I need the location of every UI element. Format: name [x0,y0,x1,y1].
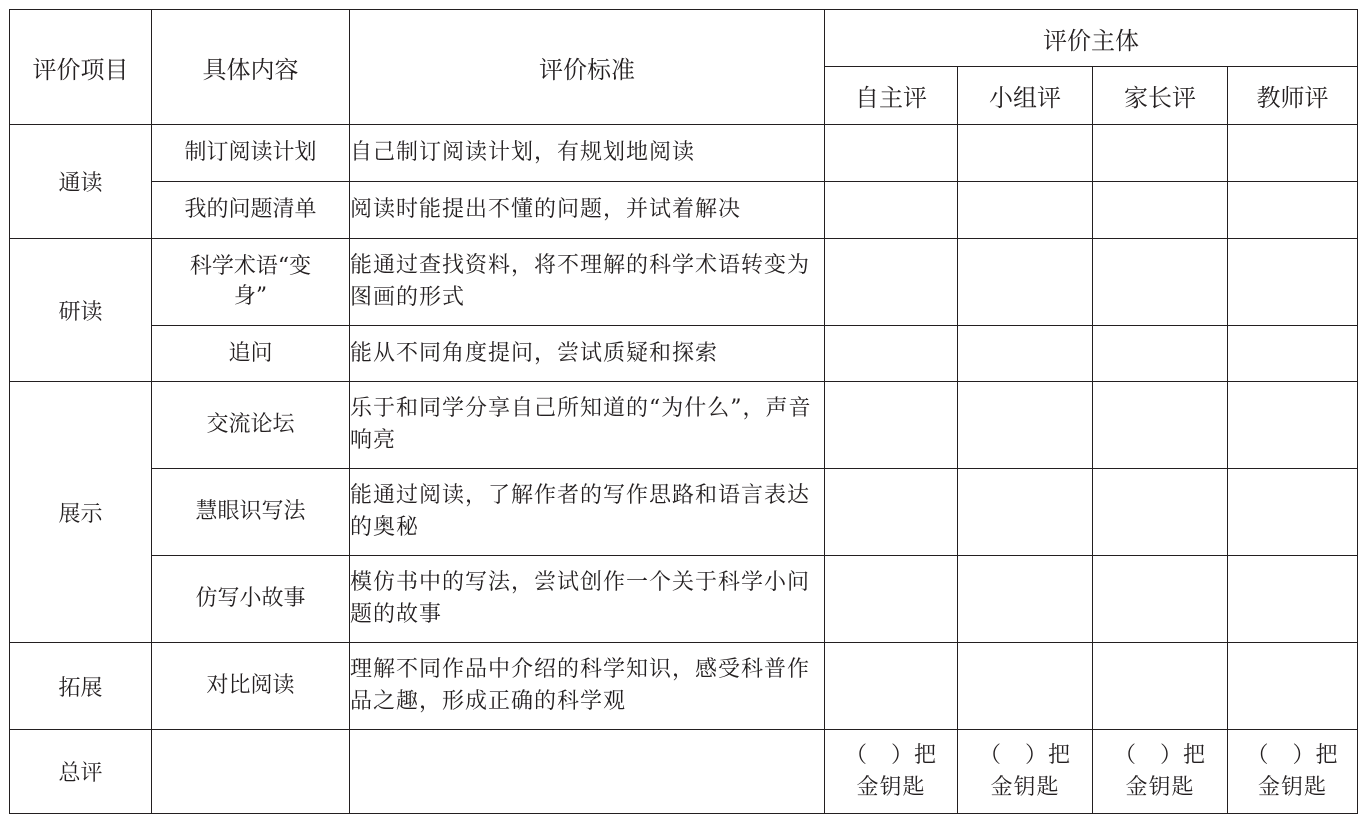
teacher-eval-cell[interactable] [1228,326,1358,382]
criteria-cell: 模仿书中的写法，尝试创作一个关于科学小问题的故事 [350,556,825,643]
group-eval-cell[interactable] [958,643,1093,730]
table-row [10,239,1358,326]
group-eval-cell[interactable] [958,125,1093,182]
content-cell: 慧眼识写法 [152,469,350,556]
teacher-eval-cell[interactable] [1228,382,1358,469]
summary-line2: 金钥匙 [1257,774,1327,800]
parent-eval-cell[interactable] [1093,239,1228,326]
self-eval-cell[interactable] [825,182,958,239]
teacher-eval-cell[interactable] [1228,182,1358,239]
table-row [10,326,1358,382]
group-eval-cell[interactable] [958,382,1093,469]
content-cell: 对比阅读 [152,643,350,730]
parent-eval-cell[interactable] [1093,469,1228,556]
summary-line2: 金钥匙 [1125,774,1195,800]
header-parent-eval: 家长评 [1093,67,1228,125]
content-text: 科学术语“变身” [189,254,312,309]
content-cell: 制订阅读计划 [152,125,350,182]
self-eval-cell[interactable] [825,125,958,182]
summary-row [10,730,1358,814]
content-cell: 仿写小故事 [152,556,350,643]
teacher-eval-cell[interactable] [1228,239,1358,326]
table-row [10,182,1358,239]
table-row [10,382,1358,469]
criteria-cell: 能从不同角度提问，尝试质疑和探索 [350,326,825,382]
group-eval-cell[interactable] [958,469,1093,556]
criteria-cell: 乐于和同学分享自己所知道的“为什么”，声音响亮 [350,382,825,469]
criteria-cell: 阅读时能提出不懂的问题，并试着解决 [350,182,825,239]
table-row [10,469,1358,556]
content-cell: 追问 [152,326,350,382]
criteria-cell: 能通过查找资料，将不理解的科学术语转变为图画的形式 [350,239,825,326]
item-cell: 展示 [10,382,152,643]
header-subject: 评价主体 [825,10,1358,67]
teacher-eval-cell[interactable] [1228,469,1358,556]
item-cell: 通读 [10,125,152,239]
item-cell: 拓展 [10,643,152,730]
teacher-eval-cell[interactable] [1228,643,1358,730]
summary-self-eval[interactable] [825,730,958,814]
self-eval-cell[interactable] [825,326,958,382]
self-eval-cell[interactable] [825,382,958,469]
summary-label: 总评 [10,730,152,814]
summary-line2: 金钥匙 [856,774,926,800]
self-eval-cell[interactable] [825,556,958,643]
group-eval-cell[interactable] [958,326,1093,382]
group-eval-cell[interactable] [958,556,1093,643]
criteria-cell: 理解不同作品中介绍的科学知识，感受科普作品之趣，形成正确的科学观 [350,643,825,730]
header-teacher-eval: 教师评 [1228,67,1358,125]
group-eval-cell[interactable] [958,239,1093,326]
parent-eval-cell[interactable] [1093,556,1228,643]
summary-content-empty [152,730,350,814]
summary-line2: 金钥匙 [990,774,1060,800]
teacher-eval-cell[interactable] [1228,125,1358,182]
header-criteria: 评价标准 [350,10,825,125]
teacher-eval-cell[interactable] [1228,556,1358,643]
summary-line1: （ ）把 [1246,742,1339,768]
summary-line1: （ ）把 [978,742,1071,768]
header-self-eval: 自主评 [825,67,958,125]
parent-eval-cell[interactable] [1093,326,1228,382]
evaluation-table [9,9,1358,814]
summary-parent-eval[interactable] [1093,730,1228,814]
parent-eval-cell[interactable] [1093,382,1228,469]
parent-eval-cell[interactable] [1093,125,1228,182]
parent-eval-cell[interactable] [1093,182,1228,239]
summary-teacher-eval[interactable] [1228,730,1358,814]
header-content: 具体内容 [152,10,350,125]
summary-line1: （ ）把 [844,742,937,768]
criteria-cell: 能通过阅读，了解作者的写作思路和语言表达的奥秘 [350,469,825,556]
header-item: 评价项目 [10,10,152,125]
self-eval-cell[interactable] [825,239,958,326]
self-eval-cell[interactable] [825,469,958,556]
header-group-eval: 小组评 [958,67,1093,125]
content-cell: 交流论坛 [152,382,350,469]
summary-group-eval[interactable] [958,730,1093,814]
self-eval-cell[interactable] [825,643,958,730]
item-cell: 研读 [10,239,152,382]
summary-criteria-empty [350,730,825,814]
parent-eval-cell[interactable] [1093,643,1228,730]
table-row [10,643,1358,730]
summary-line1: （ ）把 [1113,742,1206,768]
content-cell: 我的问题清单 [152,182,350,239]
table-row [10,556,1358,643]
content-cell [152,239,350,326]
table-row [10,125,1358,182]
group-eval-cell[interactable] [958,182,1093,239]
criteria-cell: 自己制订阅读计划，有规划地阅读 [350,125,825,182]
